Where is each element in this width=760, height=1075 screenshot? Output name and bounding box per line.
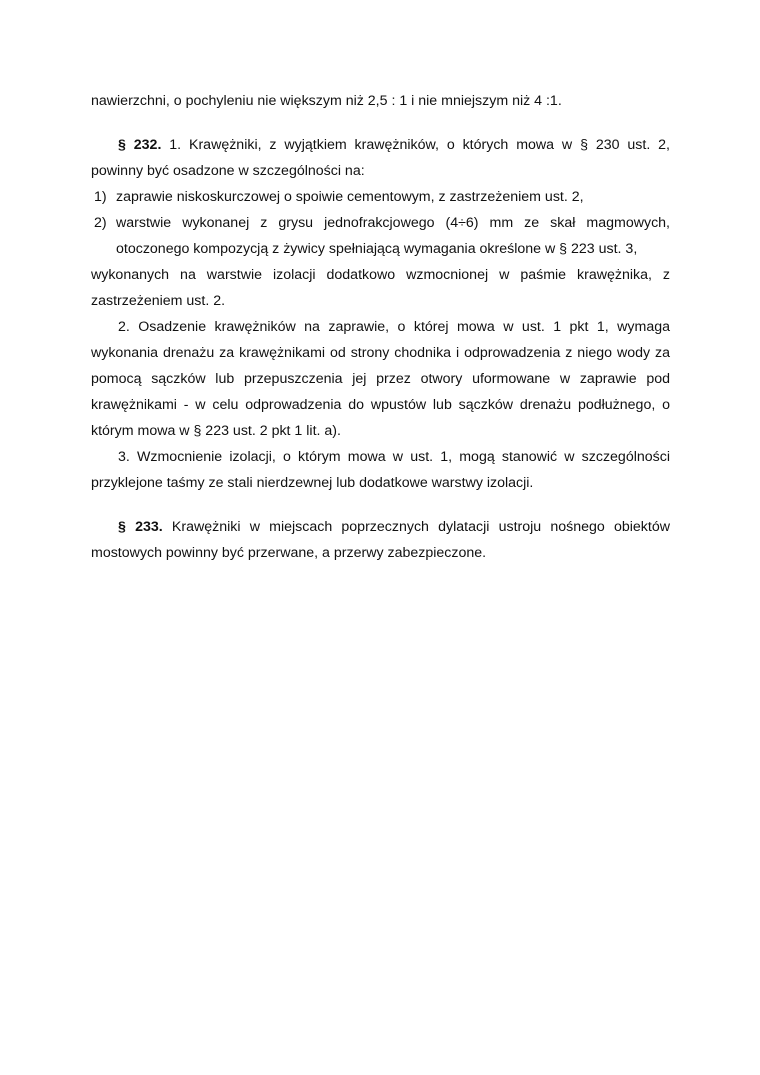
section-233-mark: § 233. <box>118 519 163 535</box>
section-232-ust-1 <box>91 132 670 184</box>
section-232-list-tail: wykonanych na warstwie izolacji dodatkowo wzmocnionej w paśmie krawężnika, z zastrzeżeniem ust. 2. <box>91 267 670 309</box>
section-233 <box>91 514 670 566</box>
section-232-ust-1-text: 1. Krawężniki, z wyjątkiem krawężników, o których mowa w § 230 ust. 2, powinny być osadzone w szczególności na: <box>91 137 670 179</box>
section-232-ust-3: 3. Wzmocnienie izolacji, o którym mowa w ust. 1, mogą stanowić w szczególności przyklejone taśmy ze stali nierdzewnej lub dodatkowe warstwy izolacji. <box>91 449 670 491</box>
list-item <box>91 184 670 210</box>
list-item-text: warstwie wykonanej z grysu jednofrakcjowego (4÷6) mm ze skał magmowych, otoczonego kompozycją z żywicy spełniającą wymagania określone w § 223 ust. 3, <box>116 215 670 257</box>
list-item-number: 1) <box>94 189 107 205</box>
list-item-text: zaprawie niskoskurczowej o spoiwie cementowym, z zastrzeżeniem ust. 2, <box>116 189 584 205</box>
section-233-text: Krawężniki w miejscach poprzecznych dylatacji ustroju nośnego obiektów mostowych powinny być przerwane, a przerwy zabezpieczone. <box>91 519 670 561</box>
list-item-number: 2) <box>94 215 107 231</box>
document-page <box>91 88 670 566</box>
intro-paragraph: nawierzchni, o pochyleniu nie większym niż 2,5 : 1 i nie mniejszym niż 4 :1. <box>91 93 562 109</box>
list-item <box>91 210 670 262</box>
section-232-ust-2: 2. Osadzenie krawężników na zaprawie, o której mowa w ust. 1 pkt 1, wymaga wykonania drenażu za krawężnikami od strony chodnika i odprowadzenia z niego wody za pomocą sączków lub przepuszczenia jej przez otwory uformowane w zaprawie pod krawężnikami - w celu odprowadzenia do wpustów lub sączków drenażu podłużnego, o którym mowa w § 223 ust. 2 pkt 1 lit. a). <box>91 319 670 439</box>
section-232-mark: § 232. <box>118 137 162 153</box>
